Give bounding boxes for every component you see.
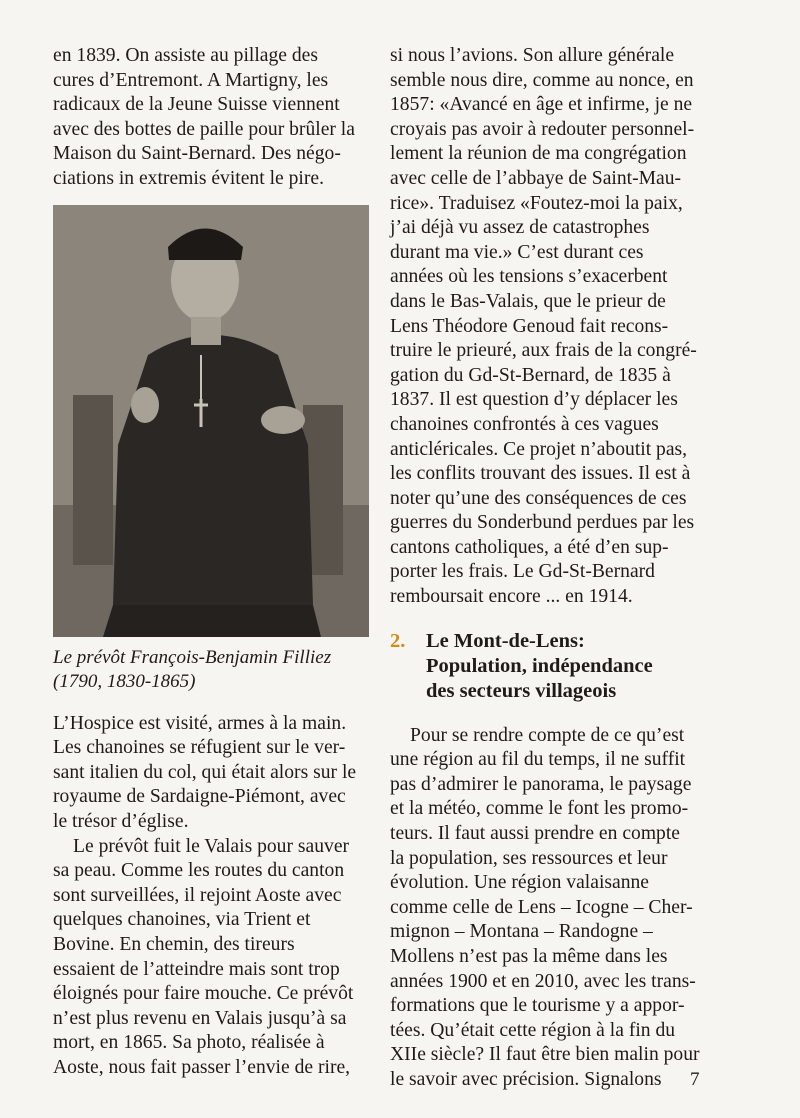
section-title-line: des secteurs villageois: [426, 679, 617, 702]
text-line: les conflits trouvant des issues. Il est à: [390, 463, 691, 485]
text-line: avec des bottes de paille pour brûler la: [53, 118, 355, 140]
text-line: royaume de Sardaigne-Piémont, avec: [53, 786, 346, 808]
text-line: éloignés pour faire mouche. Ce prévôt: [53, 983, 354, 1005]
text-line: radicaux de la Jeune Suisse viennent: [53, 94, 340, 116]
text-line: années où les tensions s’exacerbent: [390, 266, 668, 288]
text-line: teurs. Il faut aussi prendre en compte: [390, 823, 680, 845]
text-line: le trésor d’église.: [53, 810, 189, 832]
caption-line: (1790, 1830-1865): [53, 670, 196, 692]
text-line: une région au fil du temps, il ne suffit: [390, 749, 686, 771]
text-line: n’est plus revenu en Valais jusqu’à sa: [53, 1007, 347, 1029]
text-line: mort, en 1865. Sa photo, réalisée à: [53, 1032, 325, 1054]
text-line: j’ai déjà vu assez de catastrophes: [390, 217, 650, 239]
text-line: la population, ses ressources et leur: [390, 847, 668, 869]
text-line: anticléricales. Ce projet n’aboutit pas,: [390, 438, 688, 460]
text-line: 1837. Il est question d’y déplacer les: [390, 389, 678, 411]
text-line: en 1839. On assiste au pillage des: [53, 45, 319, 66]
text-line: 1857: «Avancé en âge et infirme, je ne: [390, 94, 693, 116]
section-title-line: Le Mont-de-Lens:: [426, 629, 585, 652]
text-line: années 1900 et en 2010, avec les trans-: [390, 970, 696, 992]
photo-caption: [53, 646, 368, 694]
paragraph-hospice: [53, 712, 368, 835]
portrait-photo: [53, 205, 369, 637]
text-line: Pour se rendre compte de ce qu’est: [410, 724, 685, 746]
portrait-illustration: [53, 205, 369, 637]
paragraph-region: [390, 724, 704, 1093]
text-line: sa peau. Comme les routes du canton: [53, 860, 345, 882]
text-line: cantons catholiques, a été d’en sup-: [390, 536, 669, 558]
text-line: quelques chanoines, via Trient et: [53, 909, 311, 931]
page-number: 7: [690, 1069, 700, 1090]
section-title: [426, 629, 704, 704]
text-line: cures d’Entremont. A Martigny, les: [53, 69, 329, 91]
text-line: essaient de l’atteindre mais sont trop: [53, 958, 340, 980]
text-line: XIIe siècle? Il faut être bien malin pour: [390, 1044, 700, 1066]
intro-paragraph: [53, 44, 368, 192]
text-line: Aoste, nous fait passer l’envie de rire,: [53, 1056, 351, 1078]
text-line: semble nous dire, comme au nonce, en: [390, 69, 694, 91]
text-line: remboursait encore ... en 1914.: [390, 586, 633, 608]
section-heading: [390, 629, 704, 704]
text-line: durant ma vie.» C’est durant ces: [390, 241, 644, 263]
text-line: gation du Gd-St-Bernard, de 1835 à: [390, 364, 671, 386]
text-line: avec celle de l’abbaye de Saint-Mau-: [390, 167, 682, 189]
text-line: Mollens n’est pas la même dans les: [390, 946, 668, 967]
text-line: L’Hospice est visité, armes à la main.: [53, 712, 347, 734]
text-line: lement la réunion de ma congrégation: [390, 143, 687, 165]
text-line: pas d’admirer le panorama, le paysage: [390, 773, 692, 795]
paragraph-allure: [390, 44, 704, 610]
text-line: Bovine. En chemin, des tireurs: [53, 933, 295, 955]
text-line: ciations in extremis évitent le pire.: [53, 167, 324, 189]
text-line: le savoir avec précision. Signalons: [390, 1068, 662, 1090]
text-line: chanoines confrontés à ces vagues: [390, 413, 659, 435]
text-line: porter les frais. Le Gd-St-Bernard: [390, 561, 655, 583]
left-column: [53, 44, 368, 1080]
right-column: [390, 44, 704, 1093]
text-line: Lens Théodore Genoud fait recons-: [390, 315, 669, 337]
text-line: dans le Bas-Valais, que le prieur de: [390, 290, 666, 312]
section-title-line: Population, indépendance: [426, 654, 653, 677]
paragraph-prevot: [53, 835, 368, 1081]
text-line: rice». Traduisez «Foutez-moi la paix,: [390, 192, 683, 214]
caption-line: Le prévôt François-Benjamin Filliez: [53, 646, 332, 668]
text-line: Le prévôt fuit le Valais pour sauver: [73, 835, 350, 857]
section-number: 2.: [390, 629, 406, 652]
text-line: sant italien du col, qui était alors sur le: [53, 761, 357, 783]
text-line: comme celle de Lens – Icogne – Cher-: [390, 896, 693, 918]
text-line: Maison du Saint-Bernard. Des négo-: [53, 143, 341, 165]
text-line: si nous l’avions. Son allure générale: [390, 45, 675, 66]
text-line: évolution. Une région valaisanne: [390, 872, 649, 894]
text-line: sont surveillées, il rejoint Aoste avec: [53, 884, 342, 906]
text-line: et la météo, comme le font les promo-: [390, 798, 689, 820]
text-line: formations que le tourisme y a appor-: [390, 995, 685, 1017]
text-line: guerres du Sonderbund perdues par les: [390, 512, 695, 534]
text-line: mignon – Montana – Randogne –: [390, 921, 653, 943]
text-line: truire le prieuré, aux frais de la congré-: [390, 340, 697, 362]
text-line: noter qu’une des conséquences de ces: [390, 487, 687, 509]
text-line: tées. Qu’était cette région à la fin du: [390, 1019, 676, 1041]
text-line: Les chanoines se réfugient sur le ver-: [53, 737, 346, 759]
text-line: croyais pas avoir à redouter personnel-: [390, 118, 695, 140]
